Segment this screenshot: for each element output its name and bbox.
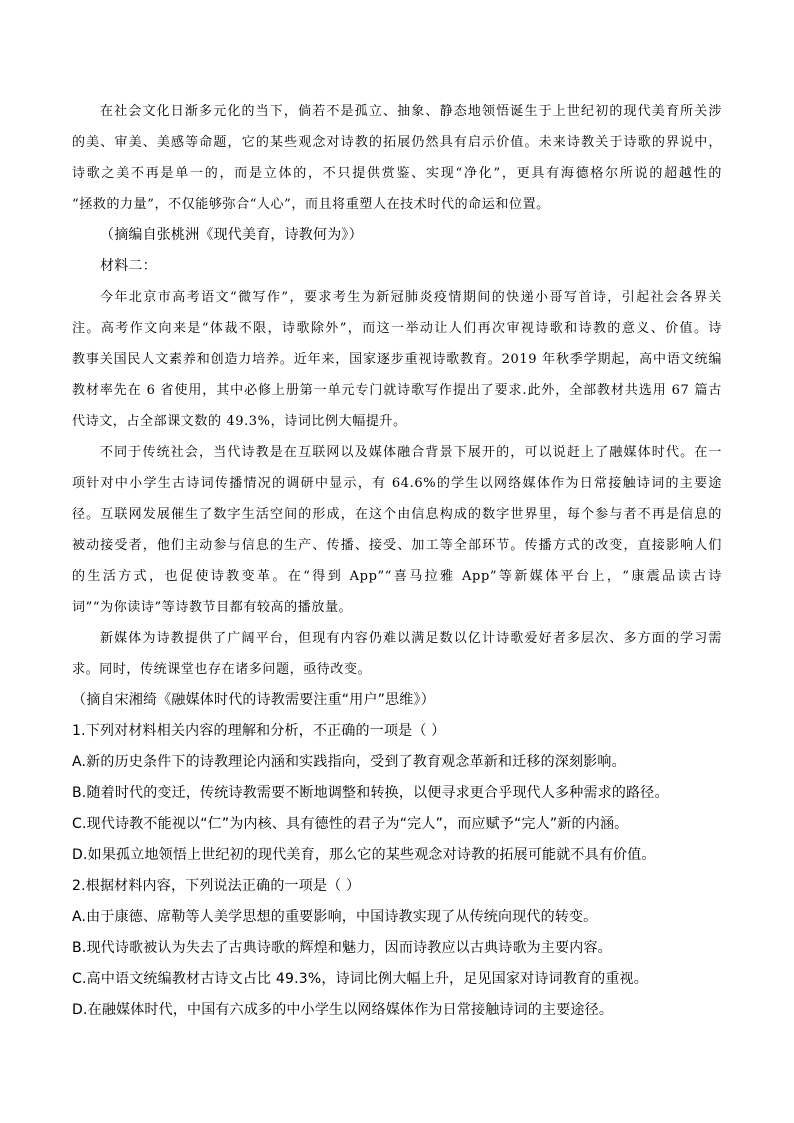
question-stem: 2.根据材料内容，下列说法正确的一项是（ ） [72, 878, 361, 894]
material-two-heading: 材料二： [100, 258, 157, 274]
passage-line: 项针对中小学生古诗词传播情况的调研中显示，有 64.6%的学生以网络媒体作为日常接触诗词的主要途 [72, 476, 722, 491]
passage-line: 的美、审美、美感等命题，它的某些观念对诗教的拓展仍然具有启示价值。未来诗教关于诗歌的界说中， [72, 135, 722, 150]
passage-line: “拯救的力量”，不仅能够弥合“人心”，而且将重塑人在技术时代的命运和位置。 [72, 197, 550, 212]
passage-line: 被动接受者，他们主动参与信息的生产、传播、接受、加工等全部环节。传播方式的改变，直接影响人们 [72, 538, 722, 553]
question-two [72, 871, 722, 1026]
source-citation-two: （摘自宋湘绮《融媒体时代的诗教需要注重“用户”思维》） [72, 692, 435, 708]
document-page [72, 96, 722, 1026]
option-d: D.如果孤立地领悟上世纪初的现代美育，那么它的某些观念对诗教的拓展可能就不具有价值。 [72, 847, 656, 863]
option-b: B.随着时代的变迁，传统诗教需要不断地调整和转换，以便寻求更合乎现代人多种需求的路径。 [72, 785, 669, 801]
passage-line: 教事关国民人文素养和创造力培养。近年来，国家逐步重视诗歌教育。2019 年秋季学期起，高中语文统编 [72, 352, 722, 367]
option-d: D.在融媒体时代，中国有六成多的中小学生以网络媒体作为日常接触诗词的主要途径。 [72, 1002, 614, 1018]
passage-line: 求。同时，传统课堂也存在诸多问题，亟待改变。 [72, 662, 372, 677]
passage-line: 词”“为你读诗”等诗教节目都有较高的播放量。 [72, 600, 353, 615]
source-citation-one: （摘编自张桃洲《现代美育，诗教何为》） [100, 227, 363, 243]
material-two-paragraph-one [72, 282, 722, 437]
material-two-paragraph-three [72, 623, 722, 685]
option-a: A.新的历史条件下的诗教理论内涵和实践指向，受到了教育观念革新和迁移的深刻影响。 [72, 754, 626, 770]
passage-line: 代诗文，占全部课文数的 49.3%，诗词比例大幅提升。 [72, 414, 407, 429]
passage-line: 注。高考作文向来是“体裁不限，诗歌除外”，而这一举动让人们再次审视诗歌和诗教的意义、价值。诗 [72, 321, 722, 336]
passage-line: 不同于传统社会，当代诗教是在互联网以及媒体融合背景下展开的，可以说赶上了融媒体时代。在一 [100, 445, 722, 460]
passage-one [72, 96, 722, 220]
option-c: C.高中语文统编教材古诗文占比 49.3%，诗词比例大幅上升，足见国家对诗词教育的重视。 [72, 971, 648, 987]
material-two-paragraph-two [72, 437, 722, 623]
passage-line: 在社会文化日渐多元化的当下，倘若不是孤立、抽象、静态地领悟诞生于上世纪初的现代美育所关涉 [100, 104, 722, 119]
option-a: A.由于康德、席勒等人美学思想的重要影响，中国诗教实现了从传统向现代的转变。 [72, 909, 598, 925]
question-stem: 1.下列对材料相关内容的理解和分析，不正确的一项是（ ） [72, 723, 446, 739]
option-b: B.现代诗歌被认为失去了古典诗歌的辉煌和魅力，因而诗教应以古典诗歌为主要内容。 [72, 940, 612, 956]
passage-line: 新媒体为诗教提供了广阔平台，但现有内容仍难以满足数以亿计诗歌爱好者多层次、多方面的学习需 [100, 631, 722, 646]
passage-line: 径。互联网发展催生了数字生活空间的形成，在这个由信息构成的数字世界里，每个参与者不再是信息的 [72, 507, 722, 522]
passage-line: 的生活方式，也促使诗教变革。在“得到 App”“喜马拉雅 App”等新媒体平台上，“康震品读古诗 [72, 569, 722, 584]
passage-line: 诗歌之美不再是单一的，而是立体的，不只提供赏鉴、实现“净化”，更具有海德格尔所说的超越性的 [72, 166, 722, 181]
passage-line: 教材率先在 6 省使用，其中必修上册第一单元专门就诗歌写作提出了要求.此外，全部教材共选用 67 篇古 [72, 383, 722, 398]
question-one [72, 716, 722, 871]
option-c: C.现代诗教不能视以“仁”为内核、具有德性的君子为“完人”，而应赋予“完人”新的内涵。 [72, 816, 629, 832]
passage-line: 今年北京市高考语文“微写作”，要求考生为新冠肺炎疫情期间的快递小哥写首诗，引起社会各界关 [100, 290, 722, 305]
